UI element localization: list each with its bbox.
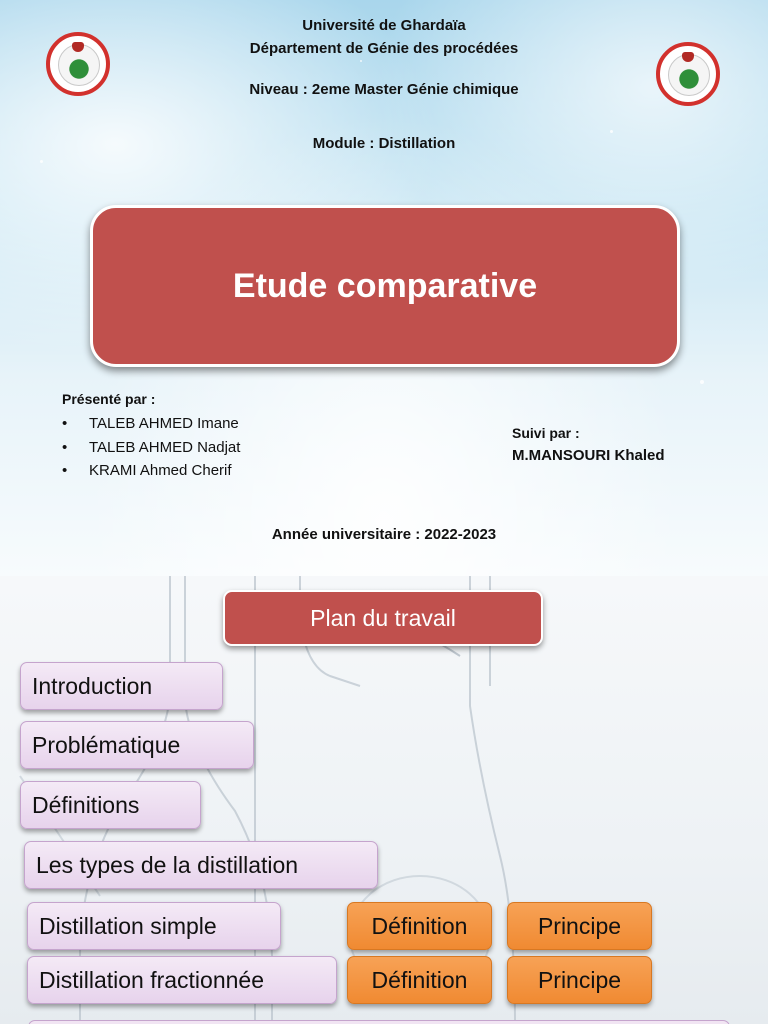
presented-by-label: Présenté par : (62, 391, 156, 407)
presenter-list (62, 412, 240, 483)
decor-speck (610, 130, 613, 133)
outline-item-problematique: Problématique (20, 721, 254, 769)
outline-item-distillation-fractionnee: Distillation fractionnée (27, 956, 337, 1004)
next-item-strip (28, 1020, 730, 1024)
academic-year: Année universitaire : 2022-2023 (271, 526, 497, 543)
outline-item-introduction: Introduction (20, 662, 223, 710)
presenter-item: • TALEB AHMED Imane (62, 415, 239, 432)
university-name: Université de Ghardaïa (302, 17, 466, 34)
presentation-title: Etude comparative (232, 266, 538, 305)
title-box (90, 205, 680, 367)
outline-item-types: Les types de la distillation (24, 841, 378, 889)
decor-speck (40, 160, 43, 163)
decor-speck (360, 60, 362, 62)
plan-title-box (223, 590, 543, 646)
department-name: Département de Génie des procédées (249, 40, 519, 57)
presenter-item: • KRAMI Ahmed Cherif (62, 462, 232, 479)
simple-definition-box: Définition (347, 902, 492, 950)
supervised-by-label: Suivi par : (512, 425, 580, 441)
fractionnee-definition-box: Définition (347, 956, 492, 1004)
decor-speck (700, 380, 704, 384)
presenter-item: • TALEB AHMED Nadjat (62, 438, 241, 456)
plan-title: Plan du travail (310, 604, 456, 631)
outline-item-definitions: Définitions (20, 781, 201, 829)
fractionnee-principe-box: Principe (507, 956, 652, 1004)
module-line: Module : Distillation (312, 135, 456, 152)
simple-principe-box: Principe (507, 902, 652, 950)
outline-item-distillation-simple: Distillation simple (27, 902, 281, 950)
level-line: Niveau : 2eme Master Génie chimique (249, 81, 519, 98)
supervisor-name: M.MANSOURI Khaled (512, 447, 665, 464)
outline-slide (0, 576, 768, 1024)
